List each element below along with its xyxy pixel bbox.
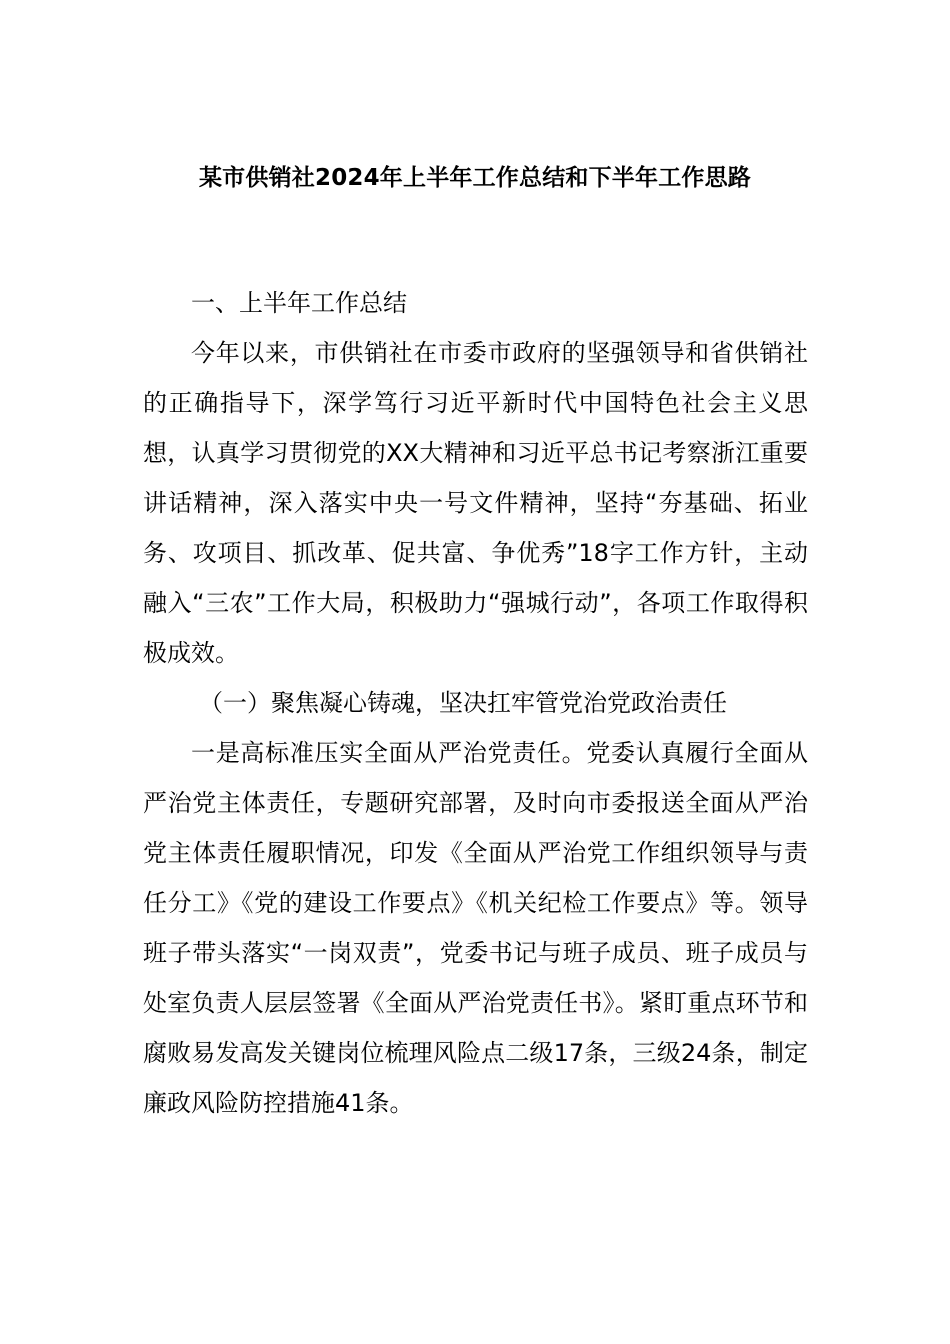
intro-paragraph: 今年以来，市供销社在市委市政府的坚强领导和省供销社的正确指导下，深学笃行习近平新时代中国特色社会主义思想，认真学习贯彻党的XX大精神和习近平总书记考察浙江重要讲话精神，深入落实中央一号文件精神，坚持“夯基础、拓业务、攻项目、抓改革、促共富、争优秀”18字工作方针，主动融入“三农”工作大局，积极助力“强城行动”，各项工作取得积极成效。 — [143, 339, 808, 667]
document-title: 某市供销社2024年上半年工作总结和下半年工作思路 — [198, 165, 751, 191]
document-body — [143, 278, 808, 1128]
subsection-heading: （一）聚焦凝心铸魂，坚决扛牢管党治党政治责任 — [199, 689, 727, 717]
section-heading: 一、上半年工作总结 — [191, 289, 407, 317]
body-paragraph: 一是高标准压实全面从严治党责任。党委认真履行全面从严治党主体责任，专题研究部署，及时向市委报送全面从严治党主体责任履职情况，印发《全面从严治党工作组织领导与责任分工》《党的建设工作要点》《机关纪检工作要点》等。领导班子带头落实“一岗双责”，党委书记与班子成员、班子成员与处室负责人层层签署《全面从严治党责任书》。紧盯重点环节和腐败易发高发关键岗位梳理风险点二级17条，三级24条，制定廉政风险防控措施41条。 — [143, 739, 808, 1117]
